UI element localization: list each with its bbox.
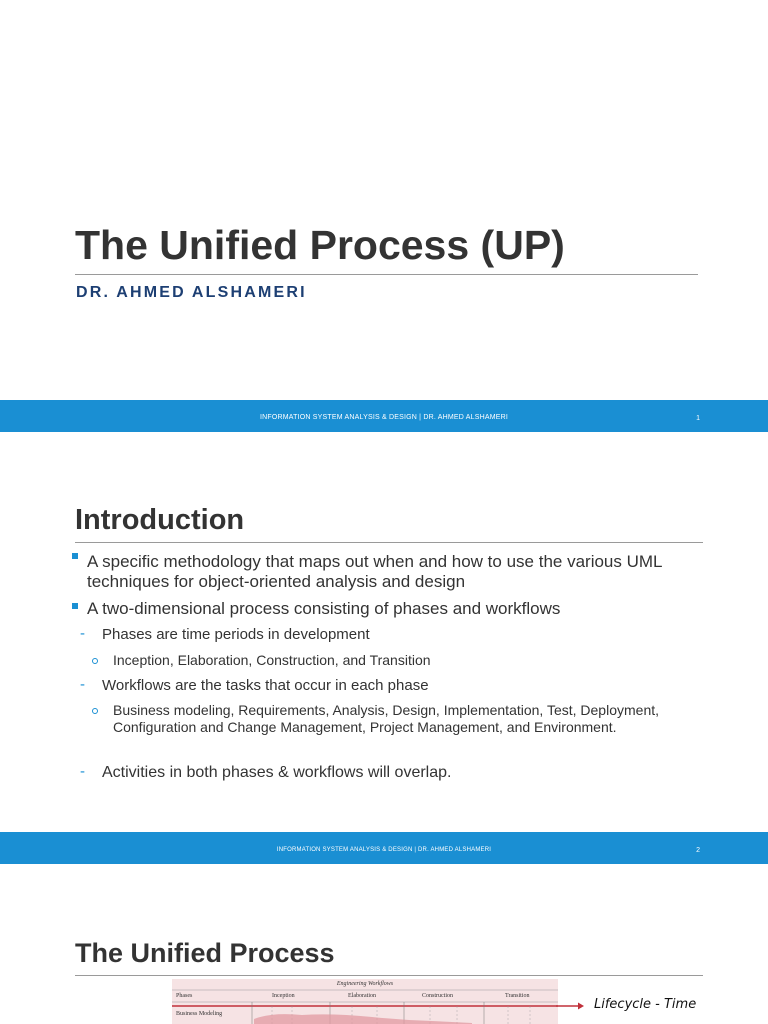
- footer-text: INFORMATION SYSTEM ANALYSIS & DESIGN | DR. AHMED ALSHAMERI: [276, 847, 492, 853]
- up-diagram: [172, 979, 558, 1024]
- dash-marker: -: [80, 625, 85, 642]
- page-number: 2: [696, 847, 700, 854]
- phase-label: Construction: [422, 993, 453, 999]
- lifecycle-arrow: [556, 1001, 586, 1011]
- slide-1: [0, 0, 768, 400]
- bullet-text: A two-dimensional process consisting of phases and workflows: [87, 599, 561, 618]
- slide-1-footer: [0, 400, 768, 432]
- slide-title: The Unified Process: [75, 938, 335, 968]
- sub-sub-bullet-text: Business modeling, Requirements, Analysis, Design, Implementation, Test, Deployment, Configuration and Change Management, Project Management, and Environment.: [113, 702, 660, 735]
- slide-title: The Unified Process (UP): [75, 222, 565, 268]
- dash-marker: -: [80, 676, 85, 693]
- bullet-marker: [72, 553, 78, 559]
- circle-marker: [92, 708, 98, 714]
- slide-2: [0, 432, 768, 832]
- dash-marker: -: [80, 763, 85, 780]
- slide-title: Introduction: [75, 504, 245, 536]
- title-divider: [75, 542, 703, 543]
- phases-label: Phases: [176, 993, 193, 999]
- sub-bullet-text: Phases are time periods in development: [102, 626, 370, 643]
- footer-text: INFORMATION SYSTEM ANALYSIS & DESIGN | DR. AHMED ALSHAMERI: [259, 414, 509, 421]
- title-divider: [75, 975, 703, 976]
- bullet-marker: [72, 603, 78, 609]
- sub-sub-bullet-text: Inception, Elaboration, Construction, and Transition: [113, 652, 431, 668]
- workflow-row: Business Modeling: [176, 1011, 223, 1017]
- phase-label: Transition: [505, 993, 530, 999]
- page-number: 1: [696, 415, 700, 422]
- phase-label: Elaboration: [348, 993, 376, 999]
- lifecycle-label: Lifecycle - Time: [594, 997, 697, 1012]
- diagram-lines: [172, 979, 558, 1024]
- diagram-header: Engineering Workflows: [336, 981, 394, 987]
- bullet-text: A specific methodology that maps out when and how to use the various UML techniques for object-oriented analysis and design: [87, 552, 662, 591]
- circle-marker: [92, 658, 98, 664]
- title-divider: [75, 274, 698, 275]
- sub-bullet-text: Activities in both phases & workflows will overlap.: [102, 764, 452, 781]
- slide-2-footer: [0, 832, 768, 864]
- phase-label: Inception: [272, 993, 295, 999]
- sub-bullet-text: Workflows are the tasks that occur in each phase: [102, 677, 429, 694]
- slide-subtitle: DR. AHMED ALSHAMERI: [76, 284, 307, 301]
